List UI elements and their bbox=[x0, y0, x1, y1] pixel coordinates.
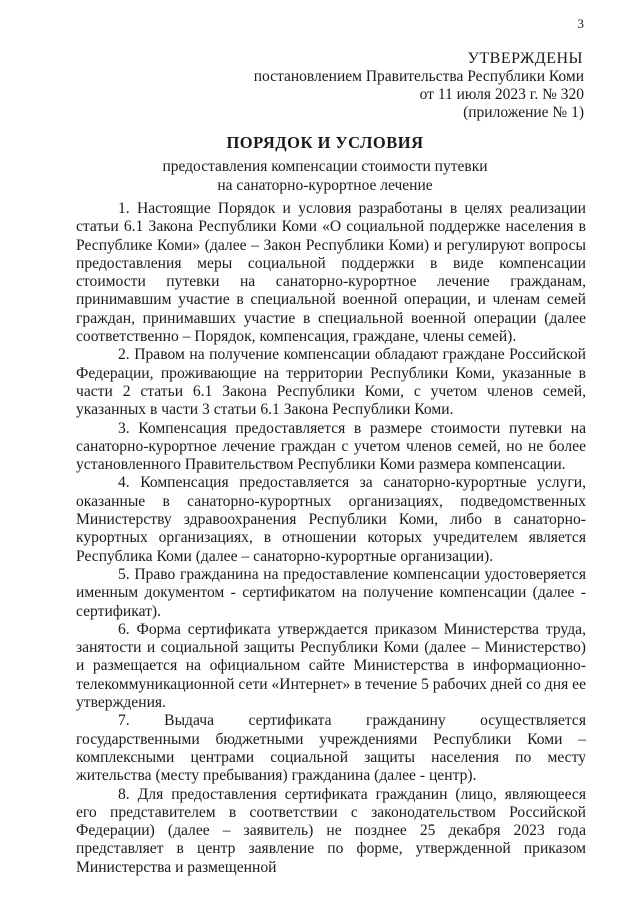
page-number: 3 bbox=[577, 16, 584, 31]
approval-line-3: (приложение № 1) bbox=[463, 104, 584, 121]
paragraph-8: 8. Для предоставления сертификата гражданин (лицо, являющееся его представителем в соответствии с законодательством Российской Федерации) (далее – заявитель) не позднее 25 декабря 2023 года представляет в центр заявление по форме, утвержденной приказом Министерства и размещенной bbox=[76, 785, 586, 876]
paragraph-5: 5. Право гражданина на предоставление компенсации удостоверяется именным документом - сертификатом на получение компенсации (далее - сертификат). bbox=[76, 565, 586, 620]
paragraph-6: 6. Форма сертификата утверждается приказом Министерства труда, занятости и социальной защиты Республики Коми (далее – Министерство) и размещается на официальном сайте Министерства в информационно-телекоммуникационной сети «Интернет» в течение 5 рабочих дней со дня ее утверждения. bbox=[76, 620, 586, 712]
paragraph-1: 1. Настоящие Порядок и условия разработаны в целях реализации статьи 6.1 Закона Республики Коми «О социальной поддержке населения в Республике Коми» (далее – Закон Республики Коми) и регулируют вопросы предоставления меры социальной поддержки в виде компенсации стоимости путевки на санаторно-курортное лечение гражданам, принимавшим участие в специальной военной операции, и членам семей граждан, принимавших участие в специальной военной операции (далее соответственно – Порядок, компенсация, граждане, члены семей). bbox=[76, 200, 586, 346]
paragraph-3: 3. Компенсация предоставляется в размере стоимости путевки на санаторно-курортное лечение граждан с учетом членов семей, но не более установленного Правительством Республики Коми размера компенсации. bbox=[76, 419, 586, 474]
paragraph-4: 4. Компенсация предоставляется за санаторно-курортные услуги, оказанные в санаторно-курортных организациях, подведомственных Министерству здравоохранения Республики Коми, либо в санаторно-курортных организациях, в отношении которых учредителем является Республика Коми (далее – санаторно-курортные организации). bbox=[76, 474, 586, 565]
document-title-block bbox=[0, 133, 640, 195]
approval-line-2: от 11 июля 2023 г. № 320 bbox=[419, 86, 584, 103]
document-body bbox=[76, 200, 586, 877]
document-subtitle-line-1: предоставления компенсации стоимости путевки bbox=[162, 158, 488, 175]
approval-block bbox=[254, 50, 584, 122]
paragraph-7: 7. Выдача сертификата гражданину осуществляется государственными бюджетными учреждениями Республики Коми – комплексными центрами социальной защиты населения по месту жительства (месту пребывания) гражданина (далее - центр). bbox=[76, 712, 586, 785]
document-subtitle-line-2: на санаторно-курортное лечение bbox=[217, 177, 433, 194]
document-title: ПОРЯДОК И УСЛОВИЯ bbox=[226, 133, 424, 152]
paragraph-2: 2. Правом на получение компенсации обладают граждане Российской Федерации, проживающие на территории Республики Коми, указанные в части 2 статьи 6.1 Закона Республики Коми, с учетом членов семей, указанных в части 3 статьи 6.1 Закона Республики Коми. bbox=[76, 346, 586, 419]
approval-line-1: постановлением Правительства Республики Коми bbox=[253, 68, 584, 85]
approval-heading: УТВЕРЖДЕНЫ bbox=[467, 50, 583, 67]
